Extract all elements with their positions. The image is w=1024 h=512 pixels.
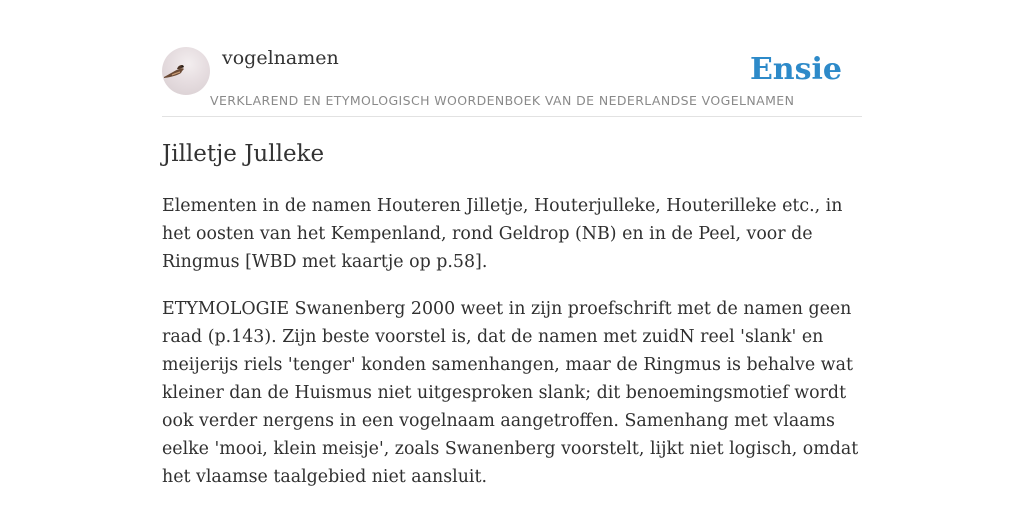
entry-paragraph-etymology: ETYMOLOGIE Swanenberg 2000 weet in zijn proefschrift met de namen geen raad (p.143). Zijn beste voorstel is, dat de namen met zuidN reel 'slank' en meijerijs riels 'tenger' konden samenhangen, maar de Ringmus is behalve wat kleiner dan de Huismus niet uitgesproken slank; dit benoemingsmotief wordt ook verder nergens in een vogelnaam aangetroffen. Samenhang met vlaams eelke 'mooi, klein meisje', zoals Swanenberg voorstelt, lijkt niet logisch, omdat het vlaamse taalgebied niet aansluit. <box>162 299 859 487</box>
entry-title: Jilletje Julleke <box>162 141 325 167</box>
entry-paragraph-definition: Elementen in de namen Houteren Jilletje, Houterjulleke, Houterilleke etc., in het oosten van het Kempenland, rond Geldrop (NB) en in de Peel, voor de Ringmus [WBD met kaartje op p.58]. <box>162 196 843 272</box>
site-name[interactable]: vogelnamen <box>222 47 339 69</box>
avatar[interactable] <box>162 47 210 95</box>
page-container <box>162 0 862 487</box>
site-tagline: VERKLAREND EN ETYMOLOGISCH WOORDENBOEK VAN DE NEDERLANDSE VOGELNAMEN <box>210 93 795 108</box>
brand-logo[interactable]: Ensie <box>749 52 842 87</box>
site-header <box>162 0 862 117</box>
bird-photo-icon <box>162 47 210 95</box>
